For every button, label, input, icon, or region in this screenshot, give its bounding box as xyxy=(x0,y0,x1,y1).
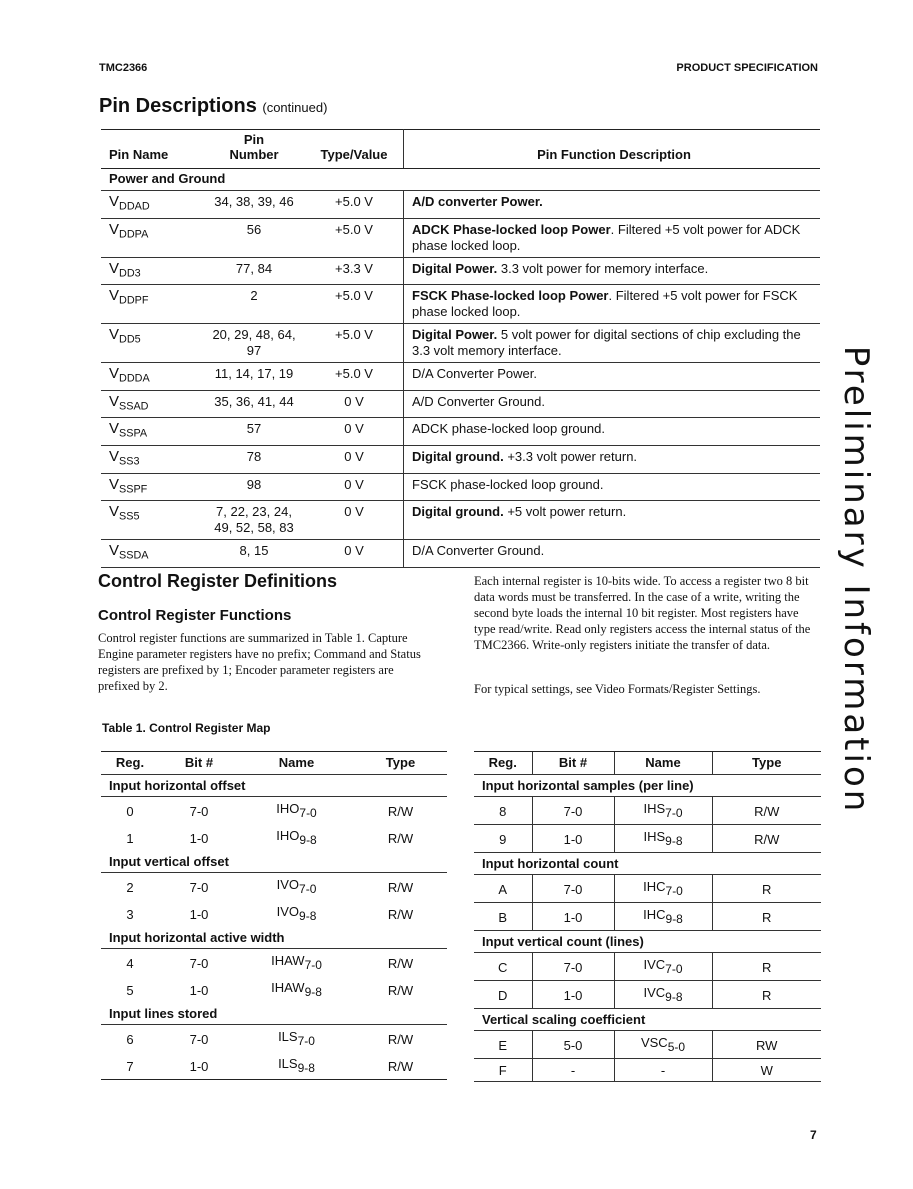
pin-function-bold: Digital Power. xyxy=(412,260,498,276)
register-name: IVO xyxy=(276,877,300,892)
register-bit-cell: 1-0 xyxy=(159,1052,239,1080)
pin-symbol-subscript: DDDA xyxy=(119,372,150,385)
register-row xyxy=(101,824,447,851)
register-bit-cell: 7-0 xyxy=(189,803,209,819)
register-type-cell: R/W xyxy=(387,830,414,846)
register-name-cell xyxy=(239,873,354,901)
register-row xyxy=(474,797,821,825)
pin-name-cell xyxy=(101,285,203,324)
pin-function-bold: FSCK Phase-locked loop Power xyxy=(412,288,609,304)
pin-row xyxy=(101,473,820,501)
pin-row xyxy=(101,540,820,568)
control-right-paragraph-1: Each internal register is 10-bits wide. To access a register two 8 bit data words must be transferred. In the case of a write, writing the second byte loads the internal 10 bit register. Most registers have type read/write. Read only registers access the internal status of the TMC2366. Write-only registers initiate the transfer of data. xyxy=(474,574,811,652)
register-map-right xyxy=(474,751,821,1082)
register-reg-cell: 1 xyxy=(126,830,134,846)
register-name-cell xyxy=(239,900,354,927)
register-name: IHS xyxy=(643,829,666,844)
register-name-cell xyxy=(239,1052,354,1080)
pin-type-cell: 0 V xyxy=(305,540,404,568)
register-name: ILS xyxy=(278,1029,298,1044)
register-reg-cell: C xyxy=(474,953,532,981)
register-type-cell: R/W xyxy=(387,955,414,971)
pin-function-text: . Filtered +5 volt power for FSCK phase locked loop. xyxy=(412,288,798,320)
register-bit-cell: 1-0 xyxy=(189,830,209,846)
register-type-cell: R/W xyxy=(354,1052,447,1080)
pin-function-text: +3.3 volt power return. xyxy=(503,448,638,464)
pin-description-table xyxy=(101,129,820,568)
pin-symbol-subscript: SSPF xyxy=(119,483,148,496)
register-reg-cell: A xyxy=(474,875,532,903)
pin-type-cell: +3.3 V xyxy=(305,257,404,285)
pin-function-cell xyxy=(404,473,821,501)
register-map-right-body xyxy=(474,775,821,1082)
register-name: IHS xyxy=(643,801,666,816)
register-name-subscript: 7-0 xyxy=(665,806,683,820)
register-bit-cell: 7-0 xyxy=(189,1031,209,1047)
pin-symbol: V xyxy=(109,365,120,383)
register-type-cell: R/W xyxy=(387,906,414,922)
control-register-title: Control Register Definitions xyxy=(98,571,338,591)
register-type-cell: R/W xyxy=(712,825,821,853)
register-type-cell: R xyxy=(712,981,821,1009)
register-map-left xyxy=(101,751,447,1080)
pin-symbol: V xyxy=(109,503,120,521)
pin-symbol: V xyxy=(109,287,120,305)
register-group-title: Input lines stored xyxy=(101,1003,447,1025)
pin-row xyxy=(101,257,820,285)
pin-number-cell: 11, 14, 17, 19 xyxy=(203,363,305,391)
register-group-title: Input vertical count (lines) xyxy=(474,931,821,953)
register-name-cell xyxy=(614,875,712,903)
col-pin-function: Pin Function Description xyxy=(404,130,821,169)
register-name-cell xyxy=(614,953,712,981)
register-group-row xyxy=(474,931,821,953)
register-row xyxy=(474,825,821,853)
register-group-row xyxy=(474,775,821,797)
pin-function-cell xyxy=(404,257,821,285)
register-row xyxy=(474,981,821,1009)
pin-type-cell: 0 V xyxy=(305,473,404,501)
register-reg-cell: E xyxy=(474,1031,532,1059)
register-name: IHO xyxy=(276,801,300,816)
register-name-subscript: 9-8 xyxy=(299,833,317,847)
register-name: IHO xyxy=(276,828,300,843)
pin-symbol-subscript: SSAD xyxy=(119,400,149,413)
pin-type-cell: +5.0 V xyxy=(305,363,404,391)
pin-row xyxy=(101,191,820,219)
register-name-subscript: 9-8 xyxy=(299,909,317,923)
register-type-cell: R xyxy=(712,875,821,903)
pin-number-cell: 57 xyxy=(203,418,305,446)
pin-type-cell: +5.0 V xyxy=(305,285,404,324)
register-row xyxy=(101,900,447,927)
pin-symbol: V xyxy=(109,193,120,210)
pin-row xyxy=(101,285,820,324)
register-name-subscript: 7-0 xyxy=(297,1034,315,1048)
pin-row xyxy=(101,390,820,418)
pin-name-cell xyxy=(101,445,203,473)
pin-symbol-subscript: DDPF xyxy=(119,294,149,307)
register-reg-cell: D xyxy=(474,981,532,1009)
register-bit-cell: 7-0 xyxy=(532,953,614,981)
register-bit-cell: 1-0 xyxy=(532,981,614,1009)
pin-row xyxy=(101,324,820,363)
pin-symbol: V xyxy=(109,475,120,493)
register-group-row xyxy=(474,853,821,875)
pin-symbol-subscript: SSDA xyxy=(119,549,149,562)
register-reg-cell: F xyxy=(474,1059,532,1082)
register-type-cell: R/W xyxy=(387,879,414,895)
register-group-title: Input horizontal active width xyxy=(101,927,447,949)
register-row xyxy=(101,1025,447,1053)
register-reg-cell: 3 xyxy=(126,906,134,922)
register-name-cell xyxy=(614,903,712,931)
continued-label: (continued) xyxy=(262,100,328,115)
register-name-subscript: 5-0 xyxy=(667,1040,686,1054)
pin-number-cell: 35, 36, 41, 44 xyxy=(203,390,305,418)
pin-number-cell: 77, 84 xyxy=(203,257,305,285)
pin-symbol-subscript: DDPA xyxy=(119,228,149,241)
register-name-subscript: 9-8 xyxy=(665,834,683,848)
pin-descriptions-heading: Pin Descriptions xyxy=(99,95,257,117)
pin-function-cell xyxy=(404,418,821,446)
pin-function-bold: Digital ground. xyxy=(412,504,504,520)
register-group-title: Input horizontal count xyxy=(474,853,821,875)
register-name-cell xyxy=(614,1031,712,1059)
col-reg: Reg. xyxy=(101,752,159,775)
pin-symbol-subscript: DDAD xyxy=(119,200,150,213)
register-group-row xyxy=(101,851,447,873)
register-row xyxy=(101,873,447,901)
pin-function-bold: A/D converter Power. xyxy=(412,194,543,209)
pin-symbol-subscript: SSPA xyxy=(119,427,148,440)
table1-caption: Table 1. Control Register Map xyxy=(102,721,271,735)
pin-function-cell xyxy=(404,540,821,568)
pin-function-text: 5 volt power for digital sections of chip excluding the 3.3 volt memory interface. xyxy=(412,327,801,359)
pin-function-cell xyxy=(404,501,821,540)
register-group-title: Input horizontal samples (per line) xyxy=(474,775,821,797)
pin-name-cell xyxy=(101,363,203,391)
register-bit-cell: 7-0 xyxy=(189,955,209,971)
pin-symbol: V xyxy=(109,447,120,465)
register-name-subscript: 9-8 xyxy=(665,990,683,1004)
pin-number-cell: 20, 29, 48, 64, 97 xyxy=(203,324,305,363)
register-name-subscript: 7-0 xyxy=(665,962,683,976)
pin-name-cell xyxy=(101,473,203,501)
register-reg-cell: 4 xyxy=(126,955,134,971)
pin-type-cell: 0 V xyxy=(305,418,404,446)
register-row xyxy=(474,903,821,931)
pin-symbol-subscript: SS3 xyxy=(119,455,140,468)
register-bit-cell: 1-0 xyxy=(532,903,614,931)
pin-symbol: V xyxy=(109,392,120,410)
register-name-subscript: 7-0 xyxy=(304,958,322,972)
col-pin-number-top: Pin xyxy=(243,132,265,147)
pin-function-cell xyxy=(404,285,821,324)
register-type-cell: R xyxy=(712,903,821,931)
register-type-cell: RW xyxy=(712,1031,821,1059)
register-type-cell: R/W xyxy=(712,797,821,825)
register-row xyxy=(474,953,821,981)
pin-type-cell: +5.0 V xyxy=(305,218,404,257)
register-group-row xyxy=(101,927,447,949)
pin-name-cell xyxy=(101,540,203,568)
pin-type-cell: +5.0 V xyxy=(305,191,404,219)
register-group-row xyxy=(474,1009,821,1031)
register-name-subscript: 9-8 xyxy=(297,1061,315,1075)
register-name-cell xyxy=(239,949,354,977)
register-bit-cell: 7-0 xyxy=(189,879,209,895)
register-name-cell xyxy=(614,1059,712,1082)
register-reg-cell: 8 xyxy=(474,797,532,825)
pin-symbol: V xyxy=(109,542,120,560)
register-row xyxy=(101,949,447,977)
register-row xyxy=(474,1059,821,1082)
register-row xyxy=(101,976,447,1003)
register-type-cell: R/W xyxy=(387,982,414,998)
pin-name-cell xyxy=(101,501,203,540)
register-name-subscript: 9-8 xyxy=(304,985,322,999)
pin-number-cell: 56 xyxy=(203,218,305,257)
pin-type-cell: +5.0 V xyxy=(305,324,404,363)
register-name: IHAW xyxy=(271,953,305,968)
register-name: VSC xyxy=(640,1035,668,1050)
register-name: - xyxy=(660,1063,666,1078)
pin-function-cell xyxy=(404,363,821,391)
register-name-cell xyxy=(239,1025,354,1053)
col-reg: Reg. xyxy=(474,752,532,775)
pin-number-cell: 98 xyxy=(203,473,305,501)
col-pin-name: Pin Name xyxy=(101,130,203,169)
pin-name-cell xyxy=(101,218,203,257)
register-name-cell xyxy=(239,797,354,825)
pin-row xyxy=(101,363,820,391)
pin-number-cell: 2 xyxy=(203,285,305,324)
control-register-subtitle: Control Register Functions xyxy=(98,607,292,624)
register-reg-cell: 7 xyxy=(101,1052,159,1080)
pin-function-cell xyxy=(404,218,821,257)
pin-row xyxy=(101,218,820,257)
pin-function-cell xyxy=(404,390,821,418)
register-name-cell xyxy=(614,981,712,1009)
register-type-cell: R/W xyxy=(387,1031,414,1047)
pin-name-cell xyxy=(101,390,203,418)
pin-symbol: V xyxy=(109,420,120,438)
doc-part-number: TMC2366 xyxy=(99,62,148,74)
pin-symbol-subscript: DD3 xyxy=(119,267,141,280)
register-group-title: Input horizontal offset xyxy=(101,775,447,797)
register-reg-cell: B xyxy=(474,903,532,931)
pin-function-text: 3.3 volt power for memory interface. xyxy=(497,260,709,276)
col-name: Name xyxy=(614,752,712,775)
pin-descriptions-title xyxy=(99,95,327,118)
register-type-cell: R/W xyxy=(387,803,414,819)
register-name: IVC xyxy=(643,985,666,1000)
control-right-paragraph-2: For typical settings, see Video Formats/Register Settings. xyxy=(474,682,761,696)
register-name-subscript: 9-8 xyxy=(665,912,683,926)
register-name-subscript: 7-0 xyxy=(299,806,317,820)
doc-type-label: PRODUCT SPECIFICATION xyxy=(676,62,818,74)
col-bit: Bit # xyxy=(159,752,239,775)
col-type: Type xyxy=(712,752,821,775)
pin-function-bold: Digital Power. xyxy=(412,327,498,343)
col-type: Type xyxy=(354,752,447,775)
register-reg-cell: 5 xyxy=(126,982,134,998)
col-type-value: Type/Value xyxy=(305,130,404,169)
pin-function-text: ADCK phase-locked loop ground. xyxy=(412,421,605,437)
register-group-row xyxy=(101,775,447,797)
register-name-subscript: 7-0 xyxy=(299,882,317,896)
register-reg-cell: 2 xyxy=(126,879,134,895)
register-row xyxy=(101,1052,447,1080)
pin-number-cell: 7, 22, 23, 24, 49, 52, 58, 83 xyxy=(203,501,305,540)
col-pin-number xyxy=(203,130,305,169)
pin-function-bold: Digital ground. xyxy=(412,448,504,464)
preliminary-text: Preliminary Information xyxy=(836,345,876,815)
register-name: IHC xyxy=(643,907,666,922)
register-type-cell: R xyxy=(712,953,821,981)
register-reg-cell: 0 xyxy=(126,803,134,819)
pin-function-text: . Filtered +5 volt power for ADCK phase locked loop. xyxy=(412,221,801,253)
register-group-row xyxy=(101,1003,447,1025)
pin-function-cell xyxy=(404,191,821,219)
pin-table-body xyxy=(101,169,820,568)
pin-function-text: +5 volt power return. xyxy=(503,504,627,520)
pin-function-bold: ADCK Phase-locked loop Power xyxy=(412,221,611,237)
register-name-cell xyxy=(239,824,354,851)
pin-type-cell: 0 V xyxy=(305,445,404,473)
col-name: Name xyxy=(239,752,354,775)
pin-symbol: V xyxy=(109,326,120,344)
register-name: IHC xyxy=(643,879,666,894)
pin-type-cell: 0 V xyxy=(305,501,404,540)
pin-row xyxy=(101,445,820,473)
register-reg-cell: 6 xyxy=(126,1031,134,1047)
pin-symbol-subscript: DD5 xyxy=(119,333,141,346)
register-name-cell xyxy=(614,797,712,825)
register-group-title: Vertical scaling coefficient xyxy=(474,1009,821,1031)
pin-row xyxy=(101,418,820,446)
register-type-cell: W xyxy=(712,1059,821,1082)
pin-number-cell: 8, 15 xyxy=(203,540,305,568)
page-number: 7 xyxy=(810,1128,817,1142)
preliminary-watermark xyxy=(826,345,886,815)
pin-symbol: V xyxy=(109,259,120,277)
register-name: IHAW xyxy=(271,980,305,995)
register-map-left-body xyxy=(101,775,447,1080)
pin-name-cell xyxy=(101,418,203,446)
pin-symbol-subscript: SS5 xyxy=(119,510,140,523)
pin-number-cell: 78 xyxy=(203,445,305,473)
control-left-paragraph: Control register functions are summarized in Table 1. Capture Engine parameter registers have no prefix; Command and Status registers are prefixed by 1; Encoder parameter registers are prefixed by 2. xyxy=(98,631,421,693)
pin-function-cell xyxy=(404,445,821,473)
register-reg-cell: 9 xyxy=(474,825,532,853)
register-row xyxy=(101,797,447,825)
pin-symbol: V xyxy=(109,220,120,238)
register-row xyxy=(474,1031,821,1059)
register-bit-cell: 5-0 xyxy=(532,1031,614,1059)
register-group-title: Input vertical offset xyxy=(101,851,447,873)
pin-number-cell: 34, 38, 39, 46 xyxy=(203,191,305,219)
pin-function-text: D/A Converter Ground. xyxy=(412,543,545,559)
register-bit-cell: 7-0 xyxy=(532,797,614,825)
register-bit-cell: 1-0 xyxy=(189,982,209,998)
register-name-subscript: 7-0 xyxy=(665,884,683,898)
pin-name-cell xyxy=(101,324,203,363)
col-pin-number-bottom: Number xyxy=(229,147,279,162)
pin-group-heading: Power and Ground xyxy=(101,169,820,191)
register-bit-cell: - xyxy=(532,1059,614,1082)
register-bit-cell: 1-0 xyxy=(189,906,209,922)
pin-name-cell xyxy=(101,257,203,285)
register-row xyxy=(474,875,821,903)
register-name: IVC xyxy=(643,957,666,972)
register-name: ILS xyxy=(278,1056,298,1071)
pin-function-text: D/A Converter Power. xyxy=(412,366,537,382)
register-name-cell xyxy=(614,825,712,853)
pin-row xyxy=(101,501,820,540)
register-bit-cell: 1-0 xyxy=(532,825,614,853)
pin-function-cell xyxy=(404,324,821,363)
pin-name-cell xyxy=(101,191,203,219)
register-name-cell xyxy=(239,976,354,1003)
register-name: IVO xyxy=(276,904,300,919)
col-bit: Bit # xyxy=(532,752,614,775)
pin-function-text: A/D Converter Ground. xyxy=(412,393,545,409)
pin-function-text: FSCK phase-locked loop ground. xyxy=(412,476,604,492)
register-bit-cell: 7-0 xyxy=(532,875,614,903)
pin-type-cell: 0 V xyxy=(305,390,404,418)
